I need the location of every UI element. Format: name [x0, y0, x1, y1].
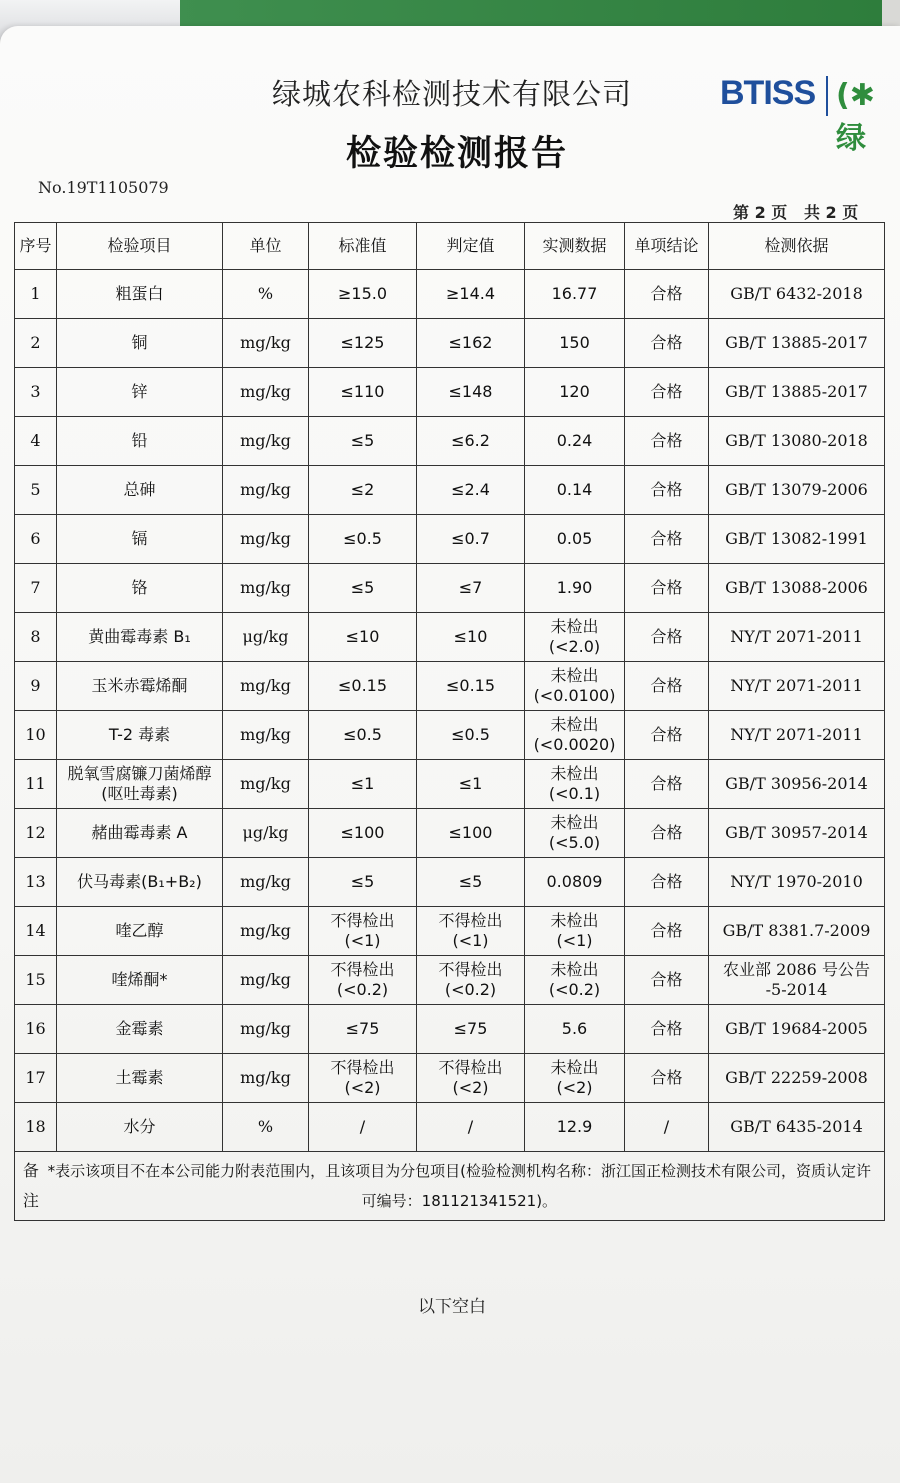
item-conclusion: 合格	[625, 368, 709, 417]
row-number: 2	[15, 319, 57, 368]
unit: μg/kg	[223, 809, 309, 858]
table-row	[15, 1103, 885, 1152]
measured-value: 0.14	[525, 466, 625, 515]
test-item: 铬	[57, 564, 223, 613]
item-conclusion: 合格	[625, 466, 709, 515]
item-conclusion: /	[625, 1103, 709, 1152]
col-header-unit: 单位	[223, 223, 309, 270]
table-row	[15, 466, 885, 515]
measured-value: 未检出 (<2.0)	[525, 613, 625, 662]
standard-value: ≤5	[309, 417, 417, 466]
test-basis: GB/T 19684-2005	[709, 1005, 885, 1054]
col-header-standard: 标准值	[309, 223, 417, 270]
measured-value: 未检出 (<0.1)	[525, 760, 625, 809]
page-info: 第 2 页 共 2 页	[733, 203, 859, 222]
test-basis: GB/T 13079-2006	[709, 466, 885, 515]
item-conclusion: 合格	[625, 809, 709, 858]
item-conclusion: 合格	[625, 564, 709, 613]
test-item: 脱氧雪腐镰刀菌烯醇 (呕吐毒素)	[57, 760, 223, 809]
judgement-value: ≤2.4	[417, 466, 525, 515]
item-conclusion: 合格	[625, 515, 709, 564]
item-conclusion: 合格	[625, 1005, 709, 1054]
test-basis: GB/T 13088-2006	[709, 564, 885, 613]
unit: mg/kg	[223, 662, 309, 711]
test-basis: GB/T 6432-2018	[709, 270, 885, 319]
measured-value: 0.24	[525, 417, 625, 466]
test-basis: GB/T 22259-2008	[709, 1054, 885, 1103]
blank-below-note: 以下空白	[418, 1297, 486, 1317]
table-row	[15, 270, 885, 319]
row-number: 7	[15, 564, 57, 613]
standard-value: ≤5	[309, 858, 417, 907]
measured-value: 未检出 (<0.2)	[525, 956, 625, 1005]
item-conclusion: 合格	[625, 760, 709, 809]
unit: mg/kg	[223, 1005, 309, 1054]
unit: mg/kg	[223, 760, 309, 809]
test-item: 喹乙醇	[57, 907, 223, 956]
table-row	[15, 319, 885, 368]
item-conclusion: 合格	[625, 1054, 709, 1103]
test-item: 粗蛋白	[57, 270, 223, 319]
test-basis: GB/T 6435-2014	[709, 1103, 885, 1152]
row-number: 10	[15, 711, 57, 760]
standard-value: ≤2	[309, 466, 417, 515]
item-conclusion: 合格	[625, 956, 709, 1005]
item-conclusion: 合格	[625, 662, 709, 711]
standard-value: ≤0.5	[309, 515, 417, 564]
unit: mg/kg	[223, 368, 309, 417]
item-conclusion: 合格	[625, 711, 709, 760]
unit: mg/kg	[223, 956, 309, 1005]
table-row	[15, 1005, 885, 1054]
measured-value: 未检出 (<5.0)	[525, 809, 625, 858]
unit: %	[223, 270, 309, 319]
measured-value: 未检出 (<1)	[525, 907, 625, 956]
standard-value: ≤0.5	[309, 711, 417, 760]
standard-value: ≤1	[309, 760, 417, 809]
row-number: 18	[15, 1103, 57, 1152]
measured-value: 5.6	[525, 1005, 625, 1054]
standard-value: 不得检出 (<2)	[309, 1054, 417, 1103]
test-item: 铅	[57, 417, 223, 466]
test-basis: NY/T 2071-2011	[709, 613, 885, 662]
test-basis: GB/T 13885-2017	[709, 319, 885, 368]
measured-value: 0.05	[525, 515, 625, 564]
col-header-measured: 实测数据	[525, 223, 625, 270]
test-item: 锌	[57, 368, 223, 417]
table-row	[15, 711, 885, 760]
measured-value: 0.0809	[525, 858, 625, 907]
judgement-value: ≤148	[417, 368, 525, 417]
test-basis: GB/T 13885-2017	[709, 368, 885, 417]
test-basis: GB/T 30957-2014	[709, 809, 885, 858]
unit: mg/kg	[223, 515, 309, 564]
judgement-value: ≤1	[417, 760, 525, 809]
row-number: 15	[15, 956, 57, 1005]
item-conclusion: 合格	[625, 907, 709, 956]
col-header-result: 单项结论	[625, 223, 709, 270]
unit: mg/kg	[223, 319, 309, 368]
table-row	[15, 368, 885, 417]
unit: mg/kg	[223, 858, 309, 907]
unit: %	[223, 1103, 309, 1152]
remark-label: 备 注	[22, 1161, 39, 1210]
row-number: 14	[15, 907, 57, 956]
item-conclusion: 合格	[625, 858, 709, 907]
judgement-value: ≤0.15	[417, 662, 525, 711]
table-row	[15, 858, 885, 907]
judgement-value: ≤7	[417, 564, 525, 613]
standard-value: 不得检出 (<1)	[309, 907, 417, 956]
col-header-judge: 判定值	[417, 223, 525, 270]
test-item: 水分	[57, 1103, 223, 1152]
btiss-logo: BTISS	[720, 74, 816, 112]
test-item: 铜	[57, 319, 223, 368]
table-row	[15, 907, 885, 956]
remark-text: *表示该项目不在本公司能力附表范围内，且该项目为分包项目(检验检测机构名称：浙江国正检测技术有限公司，资质认定许可编号：181121341521)。	[47, 1162, 872, 1210]
standard-value: ≤0.15	[309, 662, 417, 711]
standard-value: ≤100	[309, 809, 417, 858]
report-number: No.19T1105079	[38, 178, 169, 197]
test-basis: 农业部 2086 号公告 -5-2014	[709, 956, 885, 1005]
remark-row	[15, 1152, 885, 1221]
table-row	[15, 662, 885, 711]
row-number: 9	[15, 662, 57, 711]
judgement-value: ≥14.4	[417, 270, 525, 319]
unit: mg/kg	[223, 907, 309, 956]
judgement-value: ≤0.5	[417, 711, 525, 760]
table-row	[15, 809, 885, 858]
judgement-value: ≤6.2	[417, 417, 525, 466]
judgement-value: ≤162	[417, 319, 525, 368]
judgement-value: /	[417, 1103, 525, 1152]
test-item: 赭曲霉毒素 A	[57, 809, 223, 858]
test-basis: GB/T 13080-2018	[709, 417, 885, 466]
col-header-no: 序号	[15, 223, 57, 270]
measured-value: 16.77	[525, 270, 625, 319]
results-table	[14, 222, 885, 1221]
row-number: 3	[15, 368, 57, 417]
test-item: 喹烯酮*	[57, 956, 223, 1005]
col-header-basis: 检测依据	[709, 223, 885, 270]
unit: mg/kg	[223, 711, 309, 760]
measured-value: 120	[525, 368, 625, 417]
table-row	[15, 956, 885, 1005]
table-row	[15, 417, 885, 466]
judgement-value: ≤100	[417, 809, 525, 858]
test-basis: NY/T 1970-2010	[709, 858, 885, 907]
item-conclusion: 合格	[625, 417, 709, 466]
report-title: 检验检测报告	[346, 134, 569, 174]
row-number: 6	[15, 515, 57, 564]
measured-value: 1.90	[525, 564, 625, 613]
standard-value: ≤10	[309, 613, 417, 662]
row-number: 13	[15, 858, 57, 907]
measured-value: 150	[525, 319, 625, 368]
table-row	[15, 515, 885, 564]
table-header-row	[15, 223, 885, 270]
standard-value: ≤125	[309, 319, 417, 368]
row-number: 1	[15, 270, 57, 319]
test-basis: GB/T 8381.7-2009	[709, 907, 885, 956]
unit: μg/kg	[223, 613, 309, 662]
test-basis: NY/T 2071-2011	[709, 711, 885, 760]
test-item: 土霉素	[57, 1054, 223, 1103]
logo-separator	[826, 76, 828, 116]
company-name: 绿城农科检测技术有限公司	[272, 77, 633, 111]
col-header-item: 检验项目	[57, 223, 223, 270]
test-item: 黄曲霉毒素 B₁	[57, 613, 223, 662]
unit: mg/kg	[223, 1054, 309, 1103]
test-item: 镉	[57, 515, 223, 564]
test-item: 金霉素	[57, 1005, 223, 1054]
judgement-value: ≤75	[417, 1005, 525, 1054]
table-row	[15, 564, 885, 613]
judgement-value: 不得检出 (<1)	[417, 907, 525, 956]
item-conclusion: 合格	[625, 319, 709, 368]
test-item: 总砷	[57, 466, 223, 515]
measured-value: 未检出 (<2)	[525, 1054, 625, 1103]
table-row	[15, 760, 885, 809]
row-number: 5	[15, 466, 57, 515]
row-number: 12	[15, 809, 57, 858]
row-number: 11	[15, 760, 57, 809]
unit: mg/kg	[223, 564, 309, 613]
test-basis: GB/T 30956-2014	[709, 760, 885, 809]
measured-value: 12.9	[525, 1103, 625, 1152]
row-number: 4	[15, 417, 57, 466]
table-row	[15, 1054, 885, 1103]
item-conclusion: 合格	[625, 270, 709, 319]
standard-value: ≤5	[309, 564, 417, 613]
unit: mg/kg	[223, 417, 309, 466]
row-number: 16	[15, 1005, 57, 1054]
table-row	[15, 613, 885, 662]
row-number: 8	[15, 613, 57, 662]
test-basis: NY/T 2071-2011	[709, 662, 885, 711]
measured-value: 未检出 (<0.0100)	[525, 662, 625, 711]
test-item: T-2 毒素	[57, 711, 223, 760]
standard-value: 不得检出 (<0.2)	[309, 956, 417, 1005]
test-item: 伏马毒素(B₁+B₂)	[57, 858, 223, 907]
row-number: 17	[15, 1054, 57, 1103]
judgement-value: ≤10	[417, 613, 525, 662]
judgement-value: ≤0.7	[417, 515, 525, 564]
test-basis: GB/T 13082-1991	[709, 515, 885, 564]
standard-value: /	[309, 1103, 417, 1152]
company-logo-icon: (✱绿	[836, 78, 875, 156]
standard-value: ≥15.0	[309, 270, 417, 319]
item-conclusion: 合格	[625, 613, 709, 662]
judgement-value: 不得检出 (<0.2)	[417, 956, 525, 1005]
standard-value: ≤75	[309, 1005, 417, 1054]
standard-value: ≤110	[309, 368, 417, 417]
test-item: 玉米赤霉烯酮	[57, 662, 223, 711]
judgement-value: ≤5	[417, 858, 525, 907]
measured-value: 未检出 (<0.0020)	[525, 711, 625, 760]
judgement-value: 不得检出 (<2)	[417, 1054, 525, 1103]
unit: mg/kg	[223, 466, 309, 515]
